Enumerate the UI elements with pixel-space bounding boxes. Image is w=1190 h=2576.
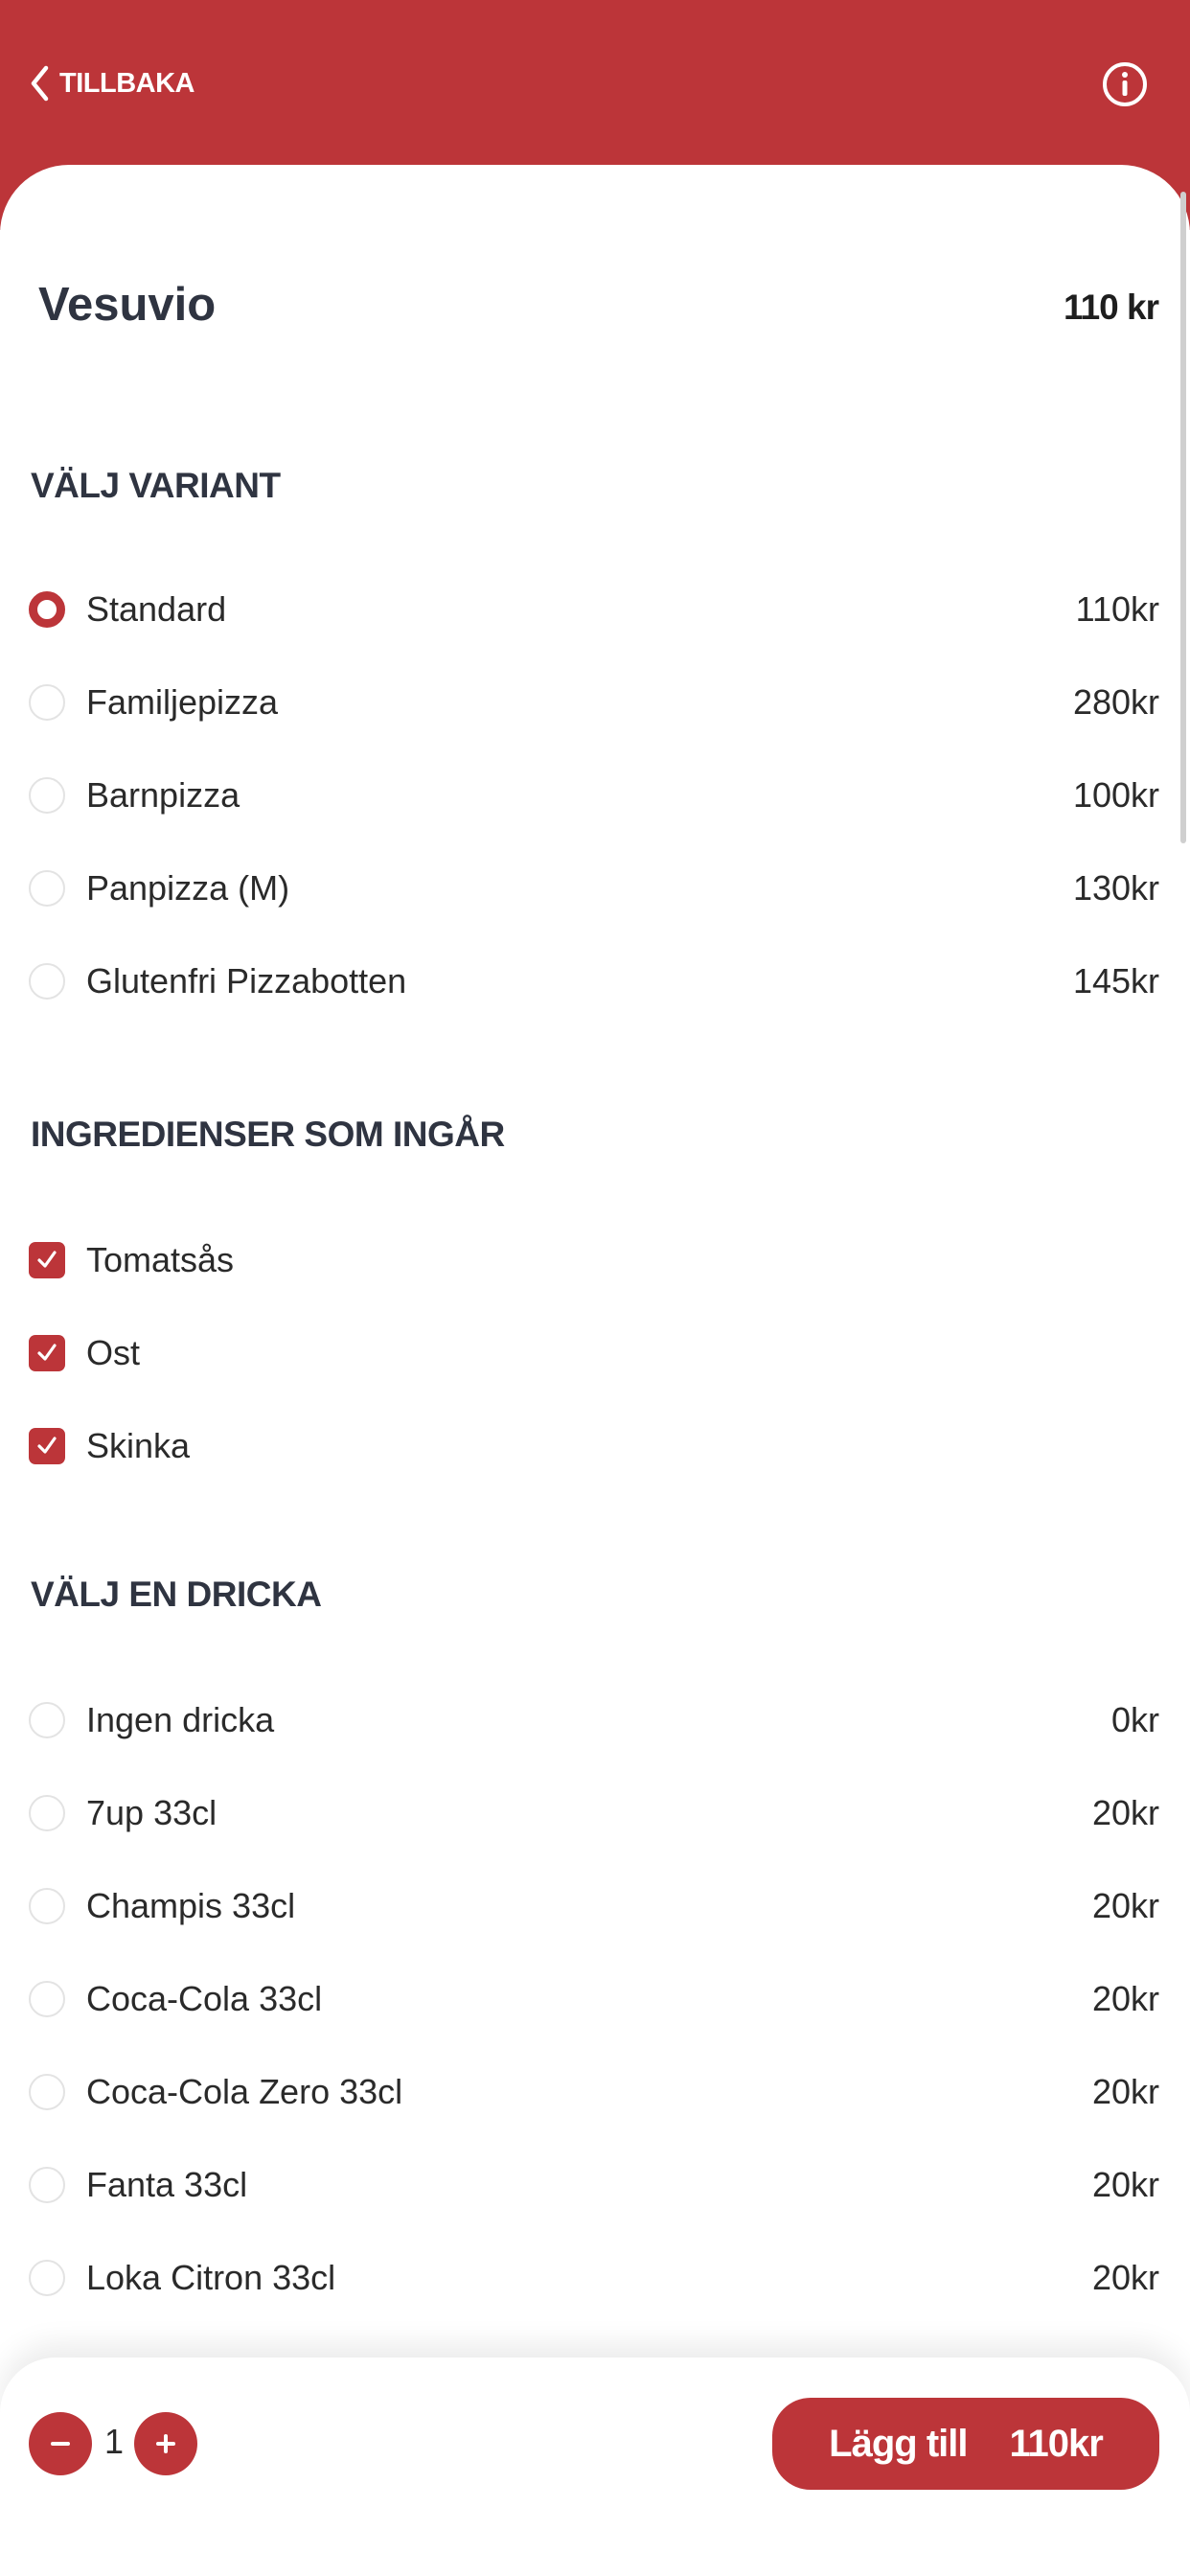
option-label: Champis 33cl [86, 1886, 296, 1925]
option-price: 20kr [1091, 2165, 1159, 2204]
option-price: 20kr [1091, 2258, 1159, 2297]
variant-option-barnpizza[interactable] [29, 765, 1159, 826]
option-price: 20kr [1091, 1886, 1159, 1925]
radio-icon[interactable] [29, 2260, 65, 2296]
radio-icon[interactable] [29, 870, 65, 907]
variant-option-glutenfri[interactable] [29, 951, 1159, 1012]
back-label: TILLBAKA [59, 67, 195, 99]
ingredient-label: Skinka [86, 1426, 191, 1465]
ingredient-label: Tomatsås [86, 1240, 235, 1279]
increase-quantity-button[interactable] [134, 2412, 197, 2475]
plus-icon [152, 2430, 179, 2457]
ingredient-ost[interactable] [29, 1322, 1159, 1384]
drink-section-title: VÄLJ EN DRICKA [31, 1575, 322, 1614]
option-price: 145kr [1072, 961, 1159, 1000]
option-label: Fanta 33cl [86, 2165, 248, 2204]
option-label: Standard [86, 589, 227, 629]
minus-icon [47, 2430, 74, 2457]
radio-icon[interactable] [29, 1981, 65, 2017]
variant-option-standard[interactable] [29, 579, 1159, 640]
option-label: Glutenfri Pizzabotten [86, 961, 407, 1000]
option-price: 20kr [1091, 1793, 1159, 1832]
option-label: Panpizza (M) [86, 868, 290, 908]
variant-option-familjepizza[interactable] [29, 672, 1159, 733]
drink-option-coca-cola-zero[interactable] [29, 2061, 1159, 2123]
drink-option-ingen[interactable] [29, 1690, 1159, 1751]
option-label: Ingen dricka [86, 1700, 275, 1739]
ingredient-label: Ost [86, 1333, 141, 1372]
info-icon [1100, 59, 1150, 109]
option-price: 280kr [1072, 682, 1159, 722]
drink-option-coca-cola[interactable] [29, 1968, 1159, 2030]
add-to-cart-button[interactable] [772, 2398, 1159, 2490]
radio-icon[interactable] [29, 963, 65, 1000]
checkbox-checked-icon[interactable] [29, 1428, 65, 1464]
radio-icon[interactable] [29, 2167, 65, 2203]
option-price: 100kr [1072, 775, 1159, 815]
drink-option-fanta[interactable] [29, 2154, 1159, 2216]
option-price: 20kr [1091, 2072, 1159, 2111]
option-label: Barnpizza [86, 775, 240, 815]
variant-section-title: VÄLJ VARIANT [31, 466, 281, 505]
option-label: Loka Citron 33cl [86, 2258, 336, 2297]
option-label: Familjepizza [86, 682, 279, 722]
option-price: 130kr [1072, 868, 1159, 908]
option-label: Coca-Cola 33cl [86, 1979, 323, 2018]
checkbox-checked-icon[interactable] [29, 1335, 65, 1371]
product-title: Vesuvio [38, 279, 217, 331]
checkbox-checked-icon[interactable] [29, 1242, 65, 1278]
drink-option-champis[interactable] [29, 1875, 1159, 1937]
radio-selected-icon[interactable] [29, 591, 65, 628]
scrollbar[interactable] [1180, 192, 1186, 843]
back-button[interactable] [29, 59, 195, 107]
drink-option-7up[interactable] [29, 1782, 1159, 1844]
add-button-price: 110kr [1009, 2422, 1103, 2465]
option-price: 0kr [1110, 1700, 1159, 1739]
ingredient-skinka[interactable] [29, 1415, 1159, 1477]
info-button[interactable] [1100, 59, 1150, 109]
quantity-value: 1 [103, 2422, 125, 2461]
decrease-quantity-button[interactable] [29, 2412, 92, 2475]
option-label: 7up 33cl [86, 1793, 217, 1832]
radio-icon[interactable] [29, 1888, 65, 1924]
option-price: 20kr [1091, 1979, 1159, 2018]
drink-option-loka-citron[interactable] [29, 2247, 1159, 2309]
add-button-label: Lägg till [829, 2422, 968, 2465]
radio-icon[interactable] [29, 1795, 65, 1831]
radio-icon[interactable] [29, 684, 65, 721]
product-price: 110 kr [1064, 288, 1158, 327]
variant-option-panpizza[interactable] [29, 858, 1159, 919]
radio-icon[interactable] [29, 1702, 65, 1738]
option-price: 110kr [1075, 589, 1159, 629]
radio-icon[interactable] [29, 2074, 65, 2110]
ingredients-section-title: INGREDIENSER SOM INGÅR [31, 1115, 505, 1154]
radio-icon[interactable] [29, 777, 65, 814]
option-label: Coca-Cola Zero 33cl [86, 2072, 403, 2111]
ingredient-tomatsas[interactable] [29, 1230, 1159, 1291]
chevron-left-icon [29, 64, 50, 103]
